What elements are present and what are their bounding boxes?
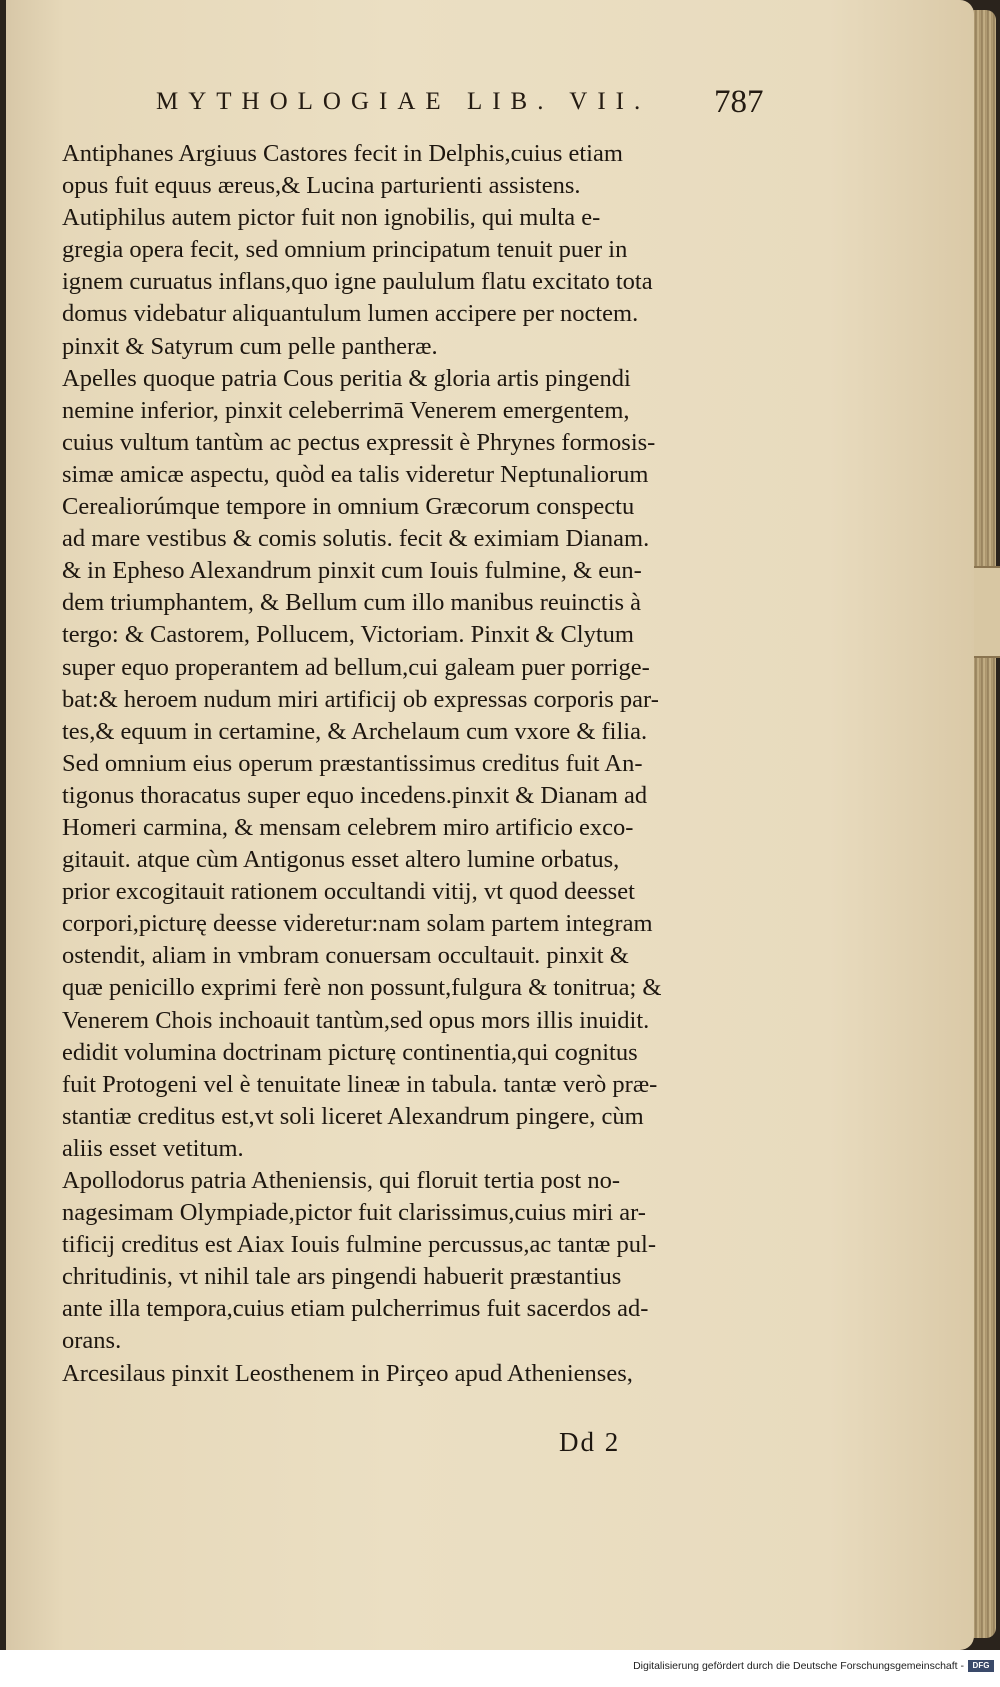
text-line: stantiæ creditus est,vt soli liceret Alexandrum pingere, cùm: [62, 1102, 644, 1130]
text-line: Antiphanes Argiuus Castores fecit in Delphis,cuius etiam: [62, 140, 623, 167]
text-line: Apelles quoque patria Cous peritia & gloria artis pingendi: [62, 364, 631, 392]
text-line: tes,& equum in certamine, & Archelaum cum vxore & filia.: [62, 717, 648, 745]
text-line: Apollodorus patria Atheniensis, qui floruit tertia post no-: [62, 1167, 620, 1194]
text-line: nagesimam Olympiade,pictor fuit clarissimus,cuius miri ar-: [62, 1199, 646, 1227]
dfg-logo-icon: DFG: [968, 1660, 994, 1672]
text-line: tificij creditus est Aiax Iouis fulmine percussus,ac tantæ pul-: [62, 1231, 656, 1259]
text-line: prior excogitauit rationem occultandi vitij, vt quod deesset: [62, 878, 635, 906]
text-line: aliis esset vetitum.: [62, 1134, 244, 1162]
text-line: orans.: [62, 1327, 122, 1355]
text-line: ante illa tempora,cuius etiam pulcherrimus fuit sacerdos ad-: [62, 1295, 649, 1323]
text-line: nemine inferior, pinxit celeberrimā Venerem emergentem,: [62, 396, 630, 424]
text-line: bat:& heroem nudum miri artificij ob expressas corporis par-: [62, 685, 659, 713]
text-line: ostendit, aliam in vmbram conuersam occultauit. pinxit &: [62, 942, 629, 970]
text-line: quæ penicillo exprimi ferè non possunt,fulgura & tonitrua; &: [62, 974, 662, 1002]
text-line: Sed omnium eius operum præstantissimus creditus fuit An-: [62, 749, 643, 777]
text-line: cuius vultum tantùm ac pectus expressit è Phrynes formosis-: [62, 428, 656, 456]
signature-mark: Dd 2: [559, 1427, 621, 1457]
text-line: corpori,picturę deesse videretur:nam solam partem integram: [62, 910, 653, 938]
text-line: ad mare vestibus & comis solutis. fecit & eximiam Dianam.: [62, 525, 650, 553]
text-line: Autiphilus autem pictor fuit non ignobilis, qui multa e-: [62, 204, 601, 232]
text-line: pinxit & Satyrum cum pelle pantheræ.: [62, 332, 438, 360]
credit-text: Digitalisierung gefördert durch die Deutsche Forschungsgemeinschaft -: [633, 1660, 964, 1672]
text-line: Homeri carmina, & mensam celebrem miro artificio exco-: [62, 813, 634, 841]
running-title: MYTHOLOGIAE LIB. VII.: [156, 88, 651, 115]
text-line: fuit Protogeni vel è tenuitate lineæ in tabula. tantæ verò præ-: [62, 1070, 658, 1098]
text-line: super equo properantem ad bellum,cui galeam puer porrige-: [62, 653, 650, 681]
text-line: simæ amicæ aspectu, quòd ea talis videretur Neptunaliorum: [62, 460, 649, 488]
body-text: [62, 138, 762, 1390]
text-line: edidit volumina doctrinam picturę continentia,qui cognitus: [62, 1038, 638, 1066]
text-line: tergo: & Castorem, Pollucem, Victoriam. Pinxit & Clytum: [62, 621, 634, 649]
book-page: [6, 0, 974, 1650]
text-line: Venerem Chois inchoauit tantùm,sed opus mors illis inuidit.: [62, 1006, 650, 1034]
text-line: Arcesilaus pinxit Leosthenem in Pirçeo apud Athenienses,: [62, 1359, 633, 1387]
digitization-credit: [633, 1660, 994, 1672]
text-line: tigonus thoracatus super equo incedens.pinxit & Dianam ad: [62, 781, 648, 809]
text-line: & in Epheso Alexandrum pinxit cum Iouis fulmine, & eun-: [62, 557, 642, 585]
text-line: ignem curuatus inflans,quo igne paululum flatu excitato tota: [62, 268, 653, 296]
text-line: opus fuit equus æreus,& Lucina parturienti assistens.: [62, 172, 581, 200]
text-line: gitauit. atque cùm Antigonus esset altero lumine orbatus,: [62, 846, 620, 874]
text-line: gregia opera fecit, sed omnium principatum tenuit puer in: [62, 236, 628, 264]
text-line: domus videbatur aliquantulum lumen accipere per noctem.: [62, 300, 639, 328]
page-number: 787: [714, 84, 764, 120]
text-line: chritudinis, vt nihil tale ars pingendi habuerit præstantius: [62, 1263, 622, 1291]
text-line: dem triumphantem, & Bellum cum illo manibus reuinctis à: [62, 589, 642, 617]
text-line: Cerealiorúmque tempore in omnium Græcorum conspectu: [62, 493, 635, 521]
